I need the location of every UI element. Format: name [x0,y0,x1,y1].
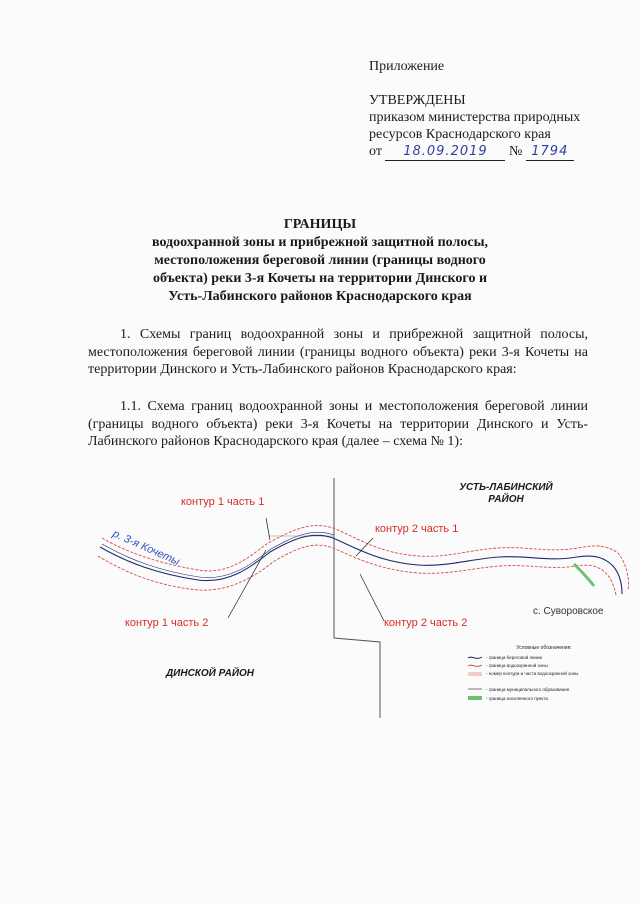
approval-line-2: ресурсов Краснодарского края [369,127,551,142]
appendix-label: Приложение [369,59,445,74]
handwritten-date: 18.09.2019 [403,144,488,159]
paragraph-1: 1. Схемы границ водоохранной зоны и прибрежной защитной полосы, местоположения береговой линии (границы водного объекта) реки 3-я Кочеты на территории Динского и Усть-Лабинского районов Краснодарского края: [88,327,588,377]
district-ust-label: УСТЬ-ЛАБИНСКИЙ [459,482,553,493]
contour-1-part-2-label: контур 1 часть 2 [125,617,209,629]
zone-boundary-lower [98,545,616,596]
settlement-boundary [574,564,594,586]
legend-contour-icon [468,672,482,676]
municipal-boundary-line [334,478,380,718]
legend-item-4: - граница муниципального образования [486,687,570,692]
legend-zone-icon [468,665,482,666]
handwritten-number: 1794 [531,144,569,159]
district-din-label: ДИНСКОЙ РАЙОН [165,668,255,679]
legend-item-3: - номер контура и части водоохранной зоны [486,671,579,676]
district-ust-label-2: РАЙОН [488,494,524,505]
legend-item-5: - граница населенного пункта [486,696,548,701]
number-label: № [508,144,523,159]
title-line-3: местоположения береговой линии (границы водного [154,253,486,268]
number-field [526,143,574,161]
from-label: от [369,144,382,159]
approval-block [369,58,580,161]
document-title [80,216,560,306]
title-line-1: ГРАНИЦЫ [283,217,357,232]
shoreline-line [100,535,622,594]
river-scheme-map [88,478,636,718]
legend-title: Условные обозначения: [516,645,572,651]
legend-shoreline-icon [468,657,482,658]
title-line-5: Усть-Лабинского районов Краснодарского края [168,289,472,304]
leader-line [266,518,270,540]
leader-line [356,538,373,556]
legend-item-1: - граница береговой линии [486,655,543,660]
contour-2-part-1-label: контур 2 часть 1 [375,523,459,535]
legend-item-2: - граница водоохранной зоны [486,663,548,668]
title-line-2: водоохранной зоны и прибрежной защитной полосы, [152,235,488,250]
map-legend [468,645,578,701]
contour-1-part-1-label: контур 1 часть 1 [181,496,265,508]
approved-label: УТВЕРЖДЕНЫ [369,93,466,108]
village-label: с. Суворовское [533,606,604,617]
legend-settlement-icon [468,696,482,700]
leader-line [228,550,266,618]
title-line-4: объекта) реки 3-я Кочеты на территории Динского и [152,271,488,286]
approval-line-1: приказом министерства природных [369,110,581,125]
approval-date-row [369,143,580,161]
date-field [385,143,505,161]
leader-line [360,574,384,621]
river-name-label: р. 3-я Кочеты [110,527,182,569]
paragraph-2: 1.1. Схема границ водоохранной зоны и местоположения береговой линии (границы водного объекта) реки 3-я Кочеты на территории Динского и Усть-Лабинского районов Краснодарского края (далее – схема № 1): [88,399,588,449]
contour-2-part-2-label: контур 2 часть 2 [384,617,468,629]
